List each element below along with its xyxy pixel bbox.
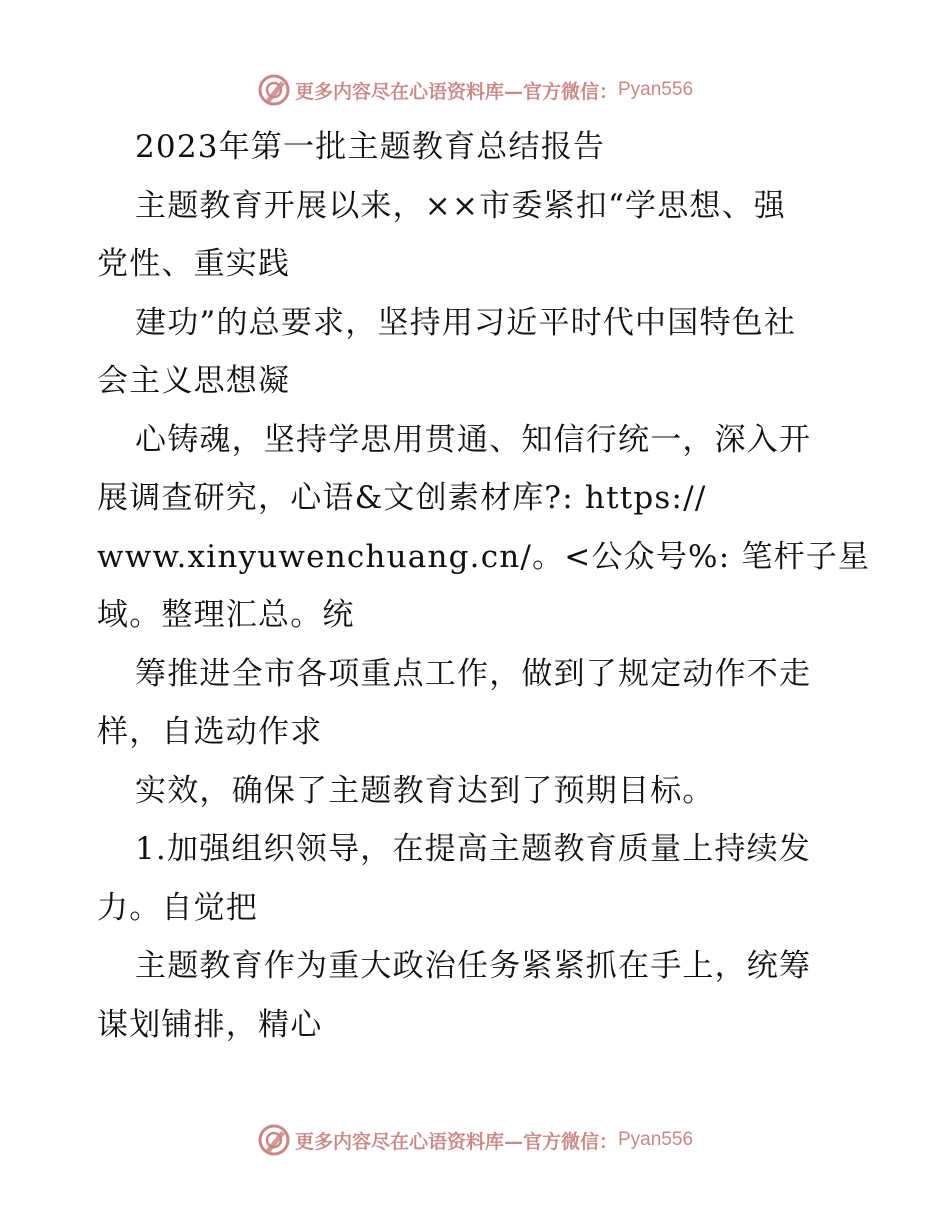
text-line: 样，自选动作求	[97, 714, 323, 750]
watermark-wechat-id: Pyan556	[618, 1129, 694, 1150]
text-line: 实效，确保了主题教育达到了预期目标。	[135, 772, 715, 809]
text-line: 展调查研究，心语&文创素材库?: https://	[97, 480, 707, 516]
text-line: 力。自觉把	[97, 889, 258, 926]
text-line: 筹推进全市各项重点工作，做到了规定动作不走	[135, 655, 812, 692]
document-body	[97, 118, 871, 1054]
text-line: 党性、重实践	[97, 246, 291, 282]
text-line: 1.加强组织领导，在提高主题教育质量上持续发	[135, 831, 811, 867]
pen-logo-icon	[257, 1123, 291, 1157]
text-line: 心铸魂，坚持学思用贯通、知信行统一，深入开	[135, 421, 812, 458]
text-line: 会主义思想凝	[97, 363, 291, 399]
text-line: 主题教育作为重大政治任务紧紧抓在手上，统筹	[135, 948, 812, 984]
header-watermark	[0, 70, 950, 110]
text-line: 主题教育开展以来，××市委紧扣“学思想、强	[135, 187, 786, 224]
text-line: www.xinyuwenchuang.cn/。<公众号%: 笔杆子星	[97, 538, 871, 575]
text-line: 建功”的总要求，坚持用习近平时代中国特色社	[135, 304, 797, 341]
pen-logo-icon	[257, 73, 291, 107]
watermark-text: 更多内容尽在心语资料库—官方微信：	[294, 1130, 618, 1153]
text-line: 域。整理汇总。统	[97, 597, 355, 633]
text-line: 谋划铺排，精心	[97, 1006, 323, 1043]
footer-watermark	[0, 1120, 950, 1160]
text-line: 2023年第一批主题教育总结报告	[135, 129, 606, 165]
watermark-wechat-id: Pyan556	[618, 79, 694, 100]
watermark-text: 更多内容尽在心语资料库—官方微信：	[294, 80, 618, 103]
